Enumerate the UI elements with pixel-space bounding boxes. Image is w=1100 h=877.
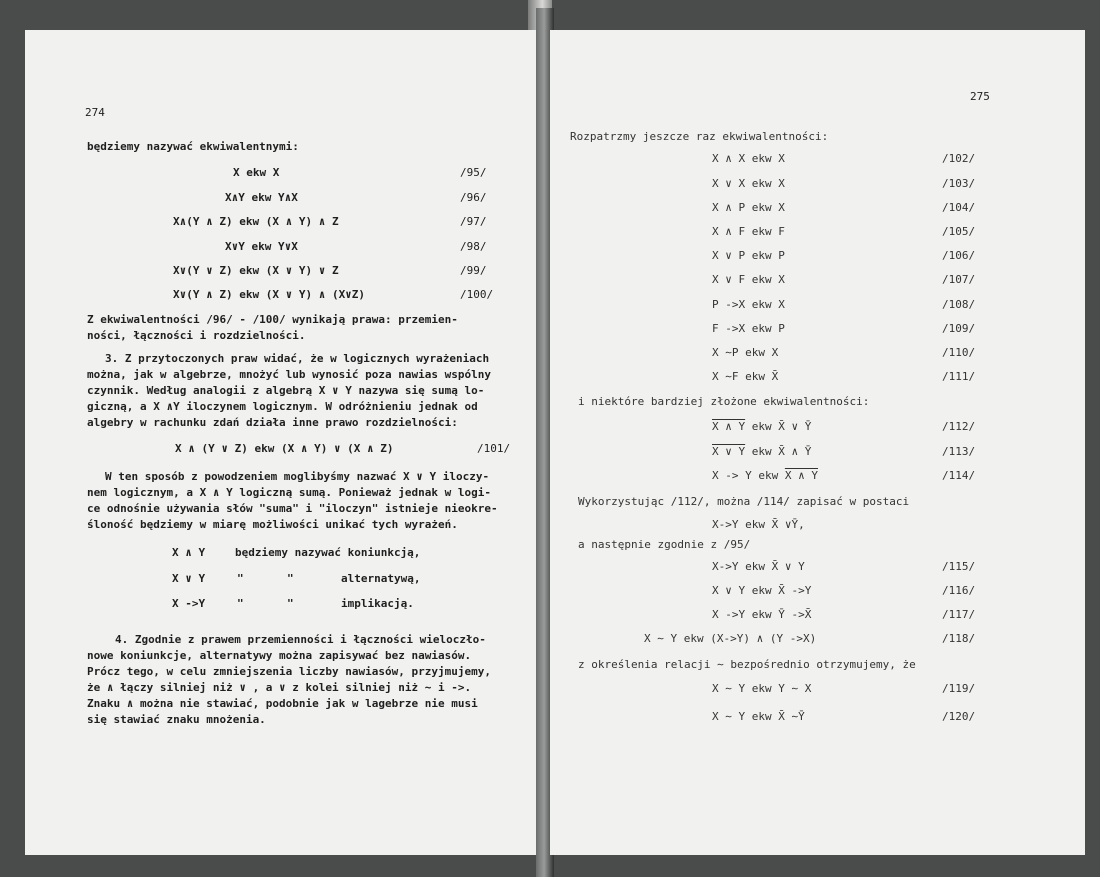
intro-text: Rozpatrzmy jeszcze raz ekwiwalentności: [570, 130, 829, 143]
formula-number-120: /120/ [942, 710, 976, 723]
formula-100: X∨(Y ∧ Z) ekw (X ∨ Y) ∧ (X∨Z) [173, 288, 366, 301]
paragraph-line: algebry w rachunku zdań działa inne prawo rozdzielności: [87, 416, 458, 429]
paragraph-line: Wykorzystując /112/, można /114/ zapisać w postaci [578, 495, 910, 508]
negated-expression: X ∨ Y [712, 445, 746, 458]
formula-98: X∨Y ekw Y∨X [225, 240, 298, 253]
formula-number-117: /117/ [942, 608, 976, 621]
formula-number-112: /112/ [942, 420, 976, 433]
formula-number-111: /111/ [942, 370, 976, 383]
formula-119: X ∼ Y ekw Y ∼ X [712, 682, 812, 695]
paragraph-line: Prócz tego, w celu zmniejszenia liczby nawiasów, przyjmujemy, [87, 665, 491, 678]
formula-number-114: /114/ [942, 469, 976, 482]
paragraph-line: a następnie zgodnie z /95/ [578, 538, 751, 551]
paragraph-line: ności, łączności i rozdzielności. [87, 329, 306, 342]
formula-rest: ekw X̄ ∨ Ȳ [745, 420, 812, 433]
formula-number-96: /96/ [460, 191, 487, 204]
formula-rest: ekw X̄ ∧ Ȳ [745, 445, 812, 458]
paragraph-line: 3. Z przytoczonych praw widać, że w logicznych wyrażeniach [105, 352, 490, 365]
formula-number-103: /103/ [942, 177, 976, 190]
formula-number-108: /108/ [942, 298, 976, 311]
formula-103: X ∨ X ekw X [712, 177, 785, 190]
formula-115: X->Y ekw X̄ ∨ Y [712, 560, 805, 573]
name-symbol: X ∧ Y [172, 546, 206, 559]
paragraph-line: śloność będziemy w miarę możliwości unikać tych wyrażeń. [87, 518, 458, 531]
negated-expression: X ∧ Y [712, 420, 746, 433]
name-symbol: X ->Y [172, 597, 206, 610]
formula-pre: X -> Y ekw [712, 469, 785, 482]
formula-number-109: /109/ [942, 322, 976, 335]
paragraph-line: czynnik. Według analogii z algebrą X ∨ Y nazywa się sumą lo- [87, 384, 485, 397]
formula-106: X ∨ P ekw P [712, 249, 785, 262]
paragraph-line: można, jak w algebrze, mnożyć lub wynosić poza nawias wspólny [87, 368, 491, 381]
formula-101: X ∧ (Y ∨ Z) ekw (X ∧ Y) ∨ (X ∧ Z) [175, 442, 394, 455]
ditto-mark: " [237, 597, 244, 610]
ditto-mark: " [237, 572, 244, 585]
formula-number-118: /118/ [942, 632, 976, 645]
formula-95: X ekw X [233, 166, 280, 179]
formula-116: X ∨ Y ekw X̄ ->Y [712, 584, 812, 597]
page-number: 274 [85, 106, 105, 119]
formula-120: X ∼ Y ekw X̄ ∼Ȳ [712, 710, 805, 723]
paragraph-line: Z ekwiwalentności /96/ - /100/ wynikają prawa: przemien- [87, 313, 458, 326]
formula-109: F ->X ekw P [712, 322, 785, 335]
formula-number-105: /105/ [942, 225, 976, 238]
formula-117: X ->Y ekw Ȳ ->X̄ [712, 608, 812, 621]
formula-number-98: /98/ [460, 240, 487, 253]
formula-114 [712, 469, 818, 482]
page-number: 275 [970, 90, 990, 103]
formula-number-101: /101/ [477, 442, 511, 455]
name-text: implikacją. [341, 597, 414, 610]
paragraph-line: nowe koniunkcje, alternatywy można zapisywać bez nawiasów. [87, 649, 472, 662]
formula-number-95: /95/ [460, 166, 487, 179]
paragraph-line: ce odnośnie używania słów "suma" i "iloczyn" istnieje nieokre- [87, 502, 498, 515]
intro-text: będziemy nazywać ekwiwalentnymi: [87, 140, 299, 153]
ditto-mark: " [287, 597, 294, 610]
paragraph-line: że ∧ łączy silniej niż ∨ , a ∨ z kolei silniej niż ∼ i ->. [87, 681, 472, 694]
formula-number-107: /107/ [942, 273, 976, 286]
name-text: będziemy nazywać koniunkcją, [235, 546, 421, 559]
formula-99: X∨(Y ∨ Z) ekw (X ∨ Y) ∨ Z [173, 264, 339, 277]
formula-number-119: /119/ [942, 682, 976, 695]
formula-111: X ∼F ekw X̄ [712, 370, 779, 383]
formula-number-97: /97/ [460, 215, 487, 228]
formula-number-102: /102/ [942, 152, 976, 165]
paragraph-line: Znaku ∧ można nie stawiać, podobnie jak w lagebrze nie musi [87, 697, 478, 710]
formula-number-115: /115/ [942, 560, 976, 573]
formula-number-113: /113/ [942, 445, 976, 458]
formula-110: X ∼P ekw X [712, 346, 779, 359]
paragraph-line: W ten sposób z powodzeniem moglibyśmy nazwać X ∨ Y iloczy- [105, 470, 490, 483]
paragraph-line: nem logicznym, a X ∧ Y logiczną sumą. Ponieważ jednak w logi- [87, 486, 491, 499]
formula-number-116: /116/ [942, 584, 976, 597]
formula-number-100: /100/ [460, 288, 494, 301]
name-symbol: X ∨ Y [172, 572, 206, 585]
paragraph-line: 4. Zgodnie z prawem przemienności i łączności wieloczło- [115, 633, 486, 646]
paragraph-line: z określenia relacji ∼ bezpośrednio otrzymujemy, że [578, 658, 916, 671]
formula-114-rewritten: X->Y ekw X̄ ∨Ȳ, [712, 518, 805, 531]
paragraph-line: giczną, a X ∧Y iloczynem logicznym. W odróżnieniu jednak od [87, 400, 478, 413]
formula-number-106: /106/ [942, 249, 976, 262]
formula-102: X ∧ X ekw X [712, 152, 785, 165]
formula-118: X ∼ Y ekw (X->Y) ∧ (Y ->X) [644, 632, 817, 645]
formula-number-104: /104/ [942, 201, 976, 214]
formula-104: X ∧ P ekw X [712, 201, 785, 214]
formula-108: P ->X ekw X [712, 298, 785, 311]
ditto-mark: " [287, 572, 294, 585]
paragraph-line: się stawiać znaku mnożenia. [87, 713, 266, 726]
formula-113 [712, 445, 811, 458]
right-page [550, 30, 1085, 855]
name-text: alternatywą, [341, 572, 421, 585]
intro-text-2: i niektóre bardziej złożone ekwiwalentności: [578, 395, 870, 408]
formula-96: X∧Y ekw Y∧X [225, 191, 298, 204]
formula-number-99: /99/ [460, 264, 487, 277]
formula-112 [712, 420, 811, 433]
negated-expression: X ∧ Y [784, 469, 818, 482]
formula-number-110: /110/ [942, 346, 976, 359]
formula-97: X∧(Y ∧ Z) ekw (X ∧ Y) ∧ Z [173, 215, 339, 228]
left-page [25, 30, 540, 855]
formula-105: X ∧ F ekw F [712, 225, 785, 238]
formula-107: X ∨ F ekw X [712, 273, 785, 286]
